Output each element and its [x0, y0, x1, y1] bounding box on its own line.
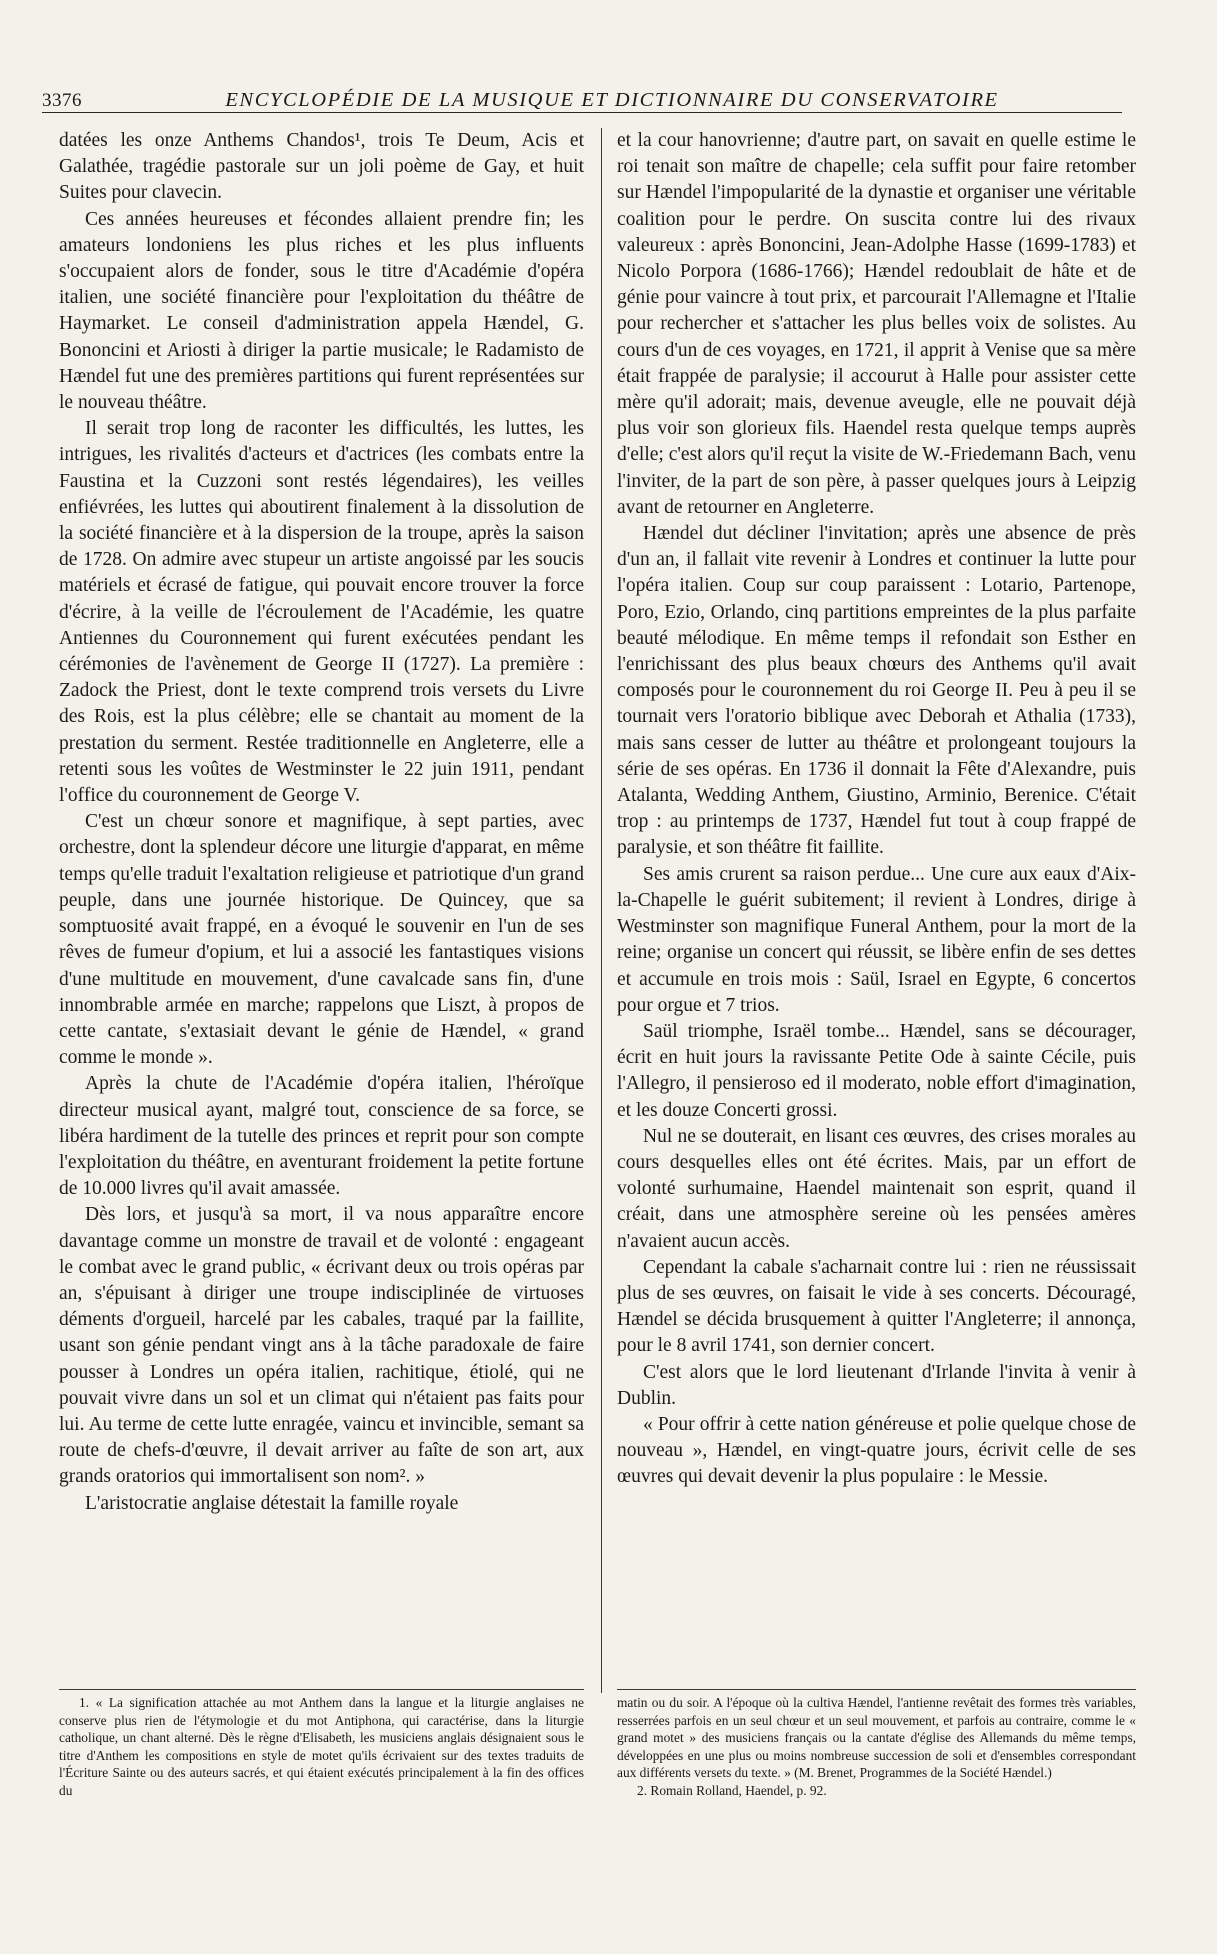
paragraph: Hændel dut décliner l'invitation; après une absence de près d'un an, il fallait vite revenir à Londres et continuer la lutte pour l'opéra italien. Coup sur coup paraissent : Lotario, Partenope, Poro, Ezio, Orlando, cinq partitions empreintes de la plus parfaite beauté mélodique. En même temps il refondait son Esther en l'enrichissant des plus beaux chœurs des Anthems qu'il avait composés pour le couronnement du roi George II. Peu à peu il se tournait vers l'oratorio biblique avec Deborah et Athalia (1733), mais sans cesser de lutter au théâtre et prolongeant toujours la série de ses opéras. En 1736 il donnait la Fête d'Alexandre, puis Atalanta, Wedding Anthem, Giustino, Arminio, Berenice. C'était trop : au printemps de 1737, Hændel fut tout à coup frappé de paralysie, et son théâtre fit faillite.: [617, 523, 1136, 859]
paragraph: datées les onze Anthems Chandos¹, trois Te Deum, Acis et Galathée, tragédie pastorale sur un joli poème de Gay, et huit Suites pour clavecin.: [59, 130, 584, 204]
paragraph: L'aristocratie anglaise détestait la famille royale: [85, 1492, 459, 1514]
column-divider: [601, 128, 602, 1693]
paragraph: C'est alors que le lord lieutenant d'Irlande l'invita à venir à Dublin.: [617, 1361, 1136, 1409]
footnotes-left: [59, 1689, 584, 1800]
paragraph: Après la chute de l'Académie d'opéra italien, l'héroïque directeur musical ayant, malgré tout, conscience de sa force, se libéra hardiment de la tutelle des princes et reprit pour son compte l'exploitation du théâtre, en aventurant froidement la petite fortune de 10.000 livres qu'il avait amassée.: [59, 1073, 584, 1200]
left-column: [59, 128, 584, 1517]
footnotes-right: [617, 1689, 1136, 1800]
right-column: [617, 128, 1136, 1491]
page-header: [42, 86, 1122, 113]
paragraph: Dès lors, et jusqu'à sa mort, il va nous apparaître encore davantage comme un monstre de travail et de volonté : engageant le combat avec le grand public, « écrivant deux ou trois opéras par an, s'épuisant à diriger une troupe indisciplinée de virtuoses déments d'orgueil, harcelé par les cabales, traqué par la faillite, usant son génie pendant vingt ans à la tâche paradoxale de faire pousser à Londres un opéra italien, rachitique, étiolé, qui ne pouvait vivre dans un sol et un climat qui n'étaient pas faits pour lui. Au terme de cette lutte enragée, vaincu et invincible, semant sa route de chefs-d'œuvre, il devait arriver au faîte de son art, aux grands oratorios qui immortalisent son nom². »: [59, 1204, 584, 1488]
footnote: 1. « La signification attachée au mot Anthem dans la langue et la liturgie anglaises ne conserve plus rien de l'étymologie et du mot Antiphona, qui caractérise, dans la liturgie catholique, un chant alterné. Dès le règne d'Elisabeth, les musiciens anglais désignaient sous le titre d'Anthem les compositions en style de motet qu'ils écrivaient sur des textes traduits de l'Écriture Sainte ou des auteurs sacrés, et qui étaient exécutés principalement à la fin des offices du: [59, 1695, 584, 1798]
paragraph: et la cour hanovrienne; d'autre part, on savait en quelle estime le roi tenait son maître de chapelle; cela suffit pour faire retomber sur Hændel l'impopularité de la dynastie et organiser une véritable coalition pour le perdre. On suscita contre lui des rivaux valeureux : après Bononcini, Jean-Adolphe Hasse (1699-1783) et Nicolo Porpora (1686-1766); Hændel redoublait de hâte et de génie pour vaincre à tout prix, et parcourait l'Allemagne et l'Italie pour rechercher et s'attacher les plus belles voix de solistes. Au cours d'un de ces voyages, en 1721, il apprit à Venise que sa mère était frappée de paralysie; il accourut à Halle pour assister cette mère qu'il adorait; mais, devenue aveugle, elle ne pouvait déjà plus voir son glorieux fils. Haendel resta quelque temps auprès d'elle; c'est alors qu'il reçut la visite de W.-Friedemann Bach, venu l'inviter, de la part de son père, à passer quelques jours à Leipzig avant de retourner en Angleterre.: [617, 130, 1136, 518]
running-title: ENCYCLOPÉDIE DE LA MUSIQUE ET DICTIONNAIRE DU CONSERVATOIRE: [225, 89, 999, 111]
paragraph: C'est un chœur sonore et magnifique, à sept parties, avec orchestre, dont la splendeur décore une liturgie d'apparat, en même temps qu'elle traduit l'exaltation religieuse et patriotique d'un grand peuple, dans une journée historique. De Quincey, que sa somptuosité avait frappé, en a évoqué le souvenir en l'un de ses rêves de fumeur d'opium, et lui a associé les fantastiques visions d'une multitude en mouvement, d'une cavalcade sans fin, d'une innombrable armée en marche; rappelons que Liszt, à propos de cette cantate, s'extasiait devant le génie de Hændel, « grand comme le monde ».: [59, 811, 584, 1069]
paragraph: Ces années heureuses et fécondes allaient prendre fin; les amateurs londoniens les plus riches et les plus influents s'occupaient alors de fonder, sous le titre d'Académie d'opéra italien, une société financière pour l'exploitation du théâtre de Haymarket. Le conseil d'administration appela Hændel, G. Bononcini et Ariosti à diriger la partie musicale; le Radamisto de Hændel fut une des premières partitions qui furent représentées sur le nouveau théâtre.: [59, 208, 584, 414]
paragraph: Il serait trop long de raconter les difficultés, les luttes, les intrigues, les rivalités d'acteurs et d'actrices (les combats entre la Faustina et la Cuzzoni sont restés légendaires), les veilles enfiévrées, les luttes qui aboutirent finalement à la dissolution de la société financière et à la dispersion de la troupe, après la saison de 1728. On admire avec stupeur un artiste angoissé par les soucis matériels et écrasé de fatigue, qui pouvait encore trouver la force d'écrire, à la veille de l'écroulement de l'Académie, les quatre Antiennes du Couronnement qui furent exécutées pendant les cérémonies de l'avènement de George II (1727). La première : Zadock the Priest, dont le texte comprend trois versets du Livre des Rois, est la plus célèbre; elle se chantait au moment de la prestation du serment. Restée traditionnelle en Angleterre, elle a retenti sous les voûtes de Westminster le 22 juin 1911, pendant l'office du couronnement de George V.: [59, 418, 584, 807]
footnote: 2. Romain Rolland, Haendel, p. 92.: [637, 1782, 827, 1798]
page-number: 3376: [42, 90, 82, 111]
paragraph: Cependant la cabale s'acharnait contre lui : rien ne réussissait plus de ses œuvres, on faisait le vide à ses concerts. Découragé, Hændel se décida brusquement à quitter l'Angleterre; il annonça, pour le 8 avril 1741, son dernier concert.: [617, 1256, 1136, 1357]
paragraph: Ses amis crurent sa raison perdue... Une cure aux eaux d'Aix-la-Chapelle le guérit subitement; il revient à Londres, dirige à Westminster son magnifique Funeral Anthem, pour la mort de la reine; organise un concert qui réussit, se libère enfin de ses dettes et accumule en trois mois : Saül, Israel en Egypte, 6 concertos pour orgue et 7 trios.: [617, 863, 1136, 1016]
paragraph: « Pour offrir à cette nation généreuse et polie quelque chose de nouveau », Hændel, en vingt-quatre jours, écrivit celle de ses œuvres qui devait devenir la plus populaire : le Messie.: [617, 1413, 1136, 1488]
paragraph: Nul ne se douterait, en lisant ces œuvres, des crises morales au cours desquelles elles ont été écrites. Mais, par un effort de volonté surhumaine, Haendel maintenait son esprit, quand il créait, dans une atmosphère sereine où les pensées amères n'avaient aucun accès.: [617, 1125, 1136, 1252]
footnote: matin ou du soir. A l'époque où la cultiva Hændel, l'antienne revêtait des formes très variables, resserrées parfois en un seul chœur et un seul mouvement, et parfois au contraire, comme le « grand motet » des musiciens français ou la cantate d'église des Allemands du même temps, développées en une plus ou moins nombreuse succession de soli et d'ensembles correspondant aux différents versets du texte. » (M. Brenet, Programmes de la Société Hændel.): [617, 1695, 1136, 1781]
paragraph: Saül triomphe, Israël tombe... Hændel, sans se décourager, écrit en huit jours la ravissante Petite Ode à sainte Cécile, puis l'Allegro, il pensieroso ed il moderato, noble effort d'imagination, et les douze Concerti grossi.: [617, 1020, 1136, 1121]
